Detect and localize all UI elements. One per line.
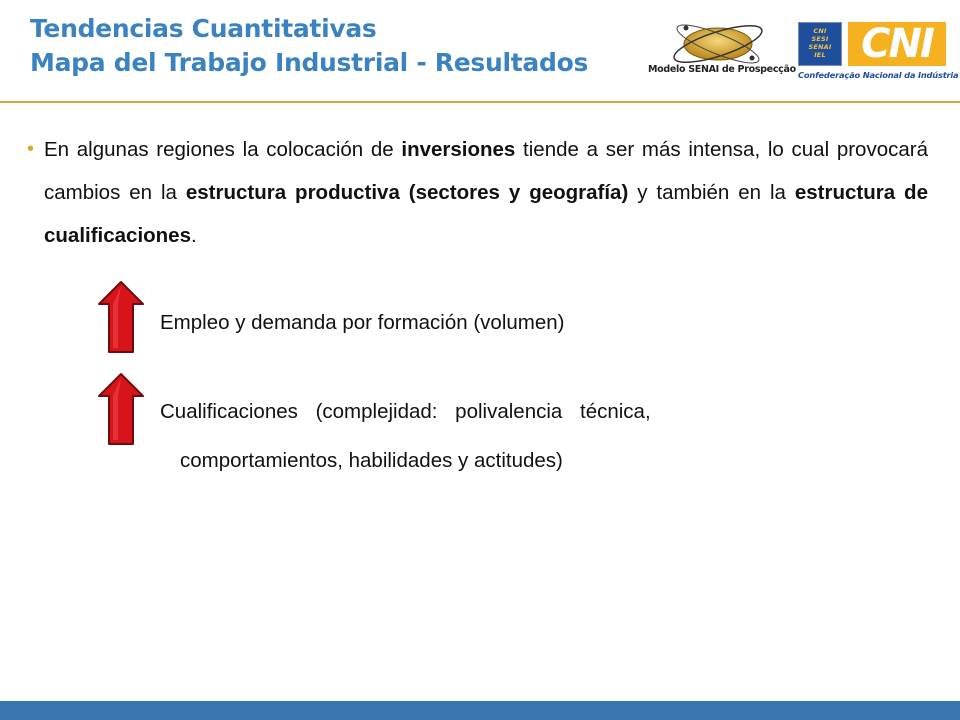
footer-bar [0, 701, 960, 720]
bullet-text-4: . [190, 224, 197, 247]
bullet-bold-2: estructura productiva (sectores y geografía) [185, 181, 629, 204]
cni-logo-caption: Confederação Nacional da Indústria [798, 70, 959, 80]
bullet-paragraph [44, 128, 928, 257]
bullet-bold-1: inversiones [401, 138, 516, 161]
header-divider [0, 101, 960, 103]
senai-logo-caption: Modelo SENAI de Prospecção [648, 64, 796, 75]
bullet-text-3: y también en la [628, 181, 795, 204]
cni-wordmark: CNI [848, 22, 946, 66]
bullet-text-2: tiende a ser más intensa, lo cual provocará cambios en la [44, 138, 928, 204]
item-employment: Empleo y demanda por formación (volumen) [160, 311, 565, 334]
up-arrow-icon [96, 372, 146, 452]
bullet-bold-3: estructura de cualificaciones [44, 181, 928, 247]
item-qualifications-line2: comportamientos, habilidades y actitudes) [180, 449, 563, 472]
senai-logo [648, 14, 794, 84]
title-line-1: Tendencias Cuantitativas [30, 14, 377, 43]
up-arrow-icon [96, 280, 146, 360]
bullet-dot-icon: • [27, 138, 35, 160]
cni-badge-text: CNI SESI SENAI IEL [808, 27, 832, 59]
cni-logo [798, 21, 959, 88]
senai-emblem-icon [648, 14, 794, 66]
title-line-2: Mapa del Trabajo Industrial - Resultados [30, 48, 589, 77]
item-qualifications-line1: Cualificaciones (complejidad: polivalencia técnica, [160, 400, 651, 423]
bullet-text-1: En algunas regiones la colocación de [44, 138, 402, 161]
cni-badge [798, 22, 842, 66]
slide-title [30, 12, 588, 80]
